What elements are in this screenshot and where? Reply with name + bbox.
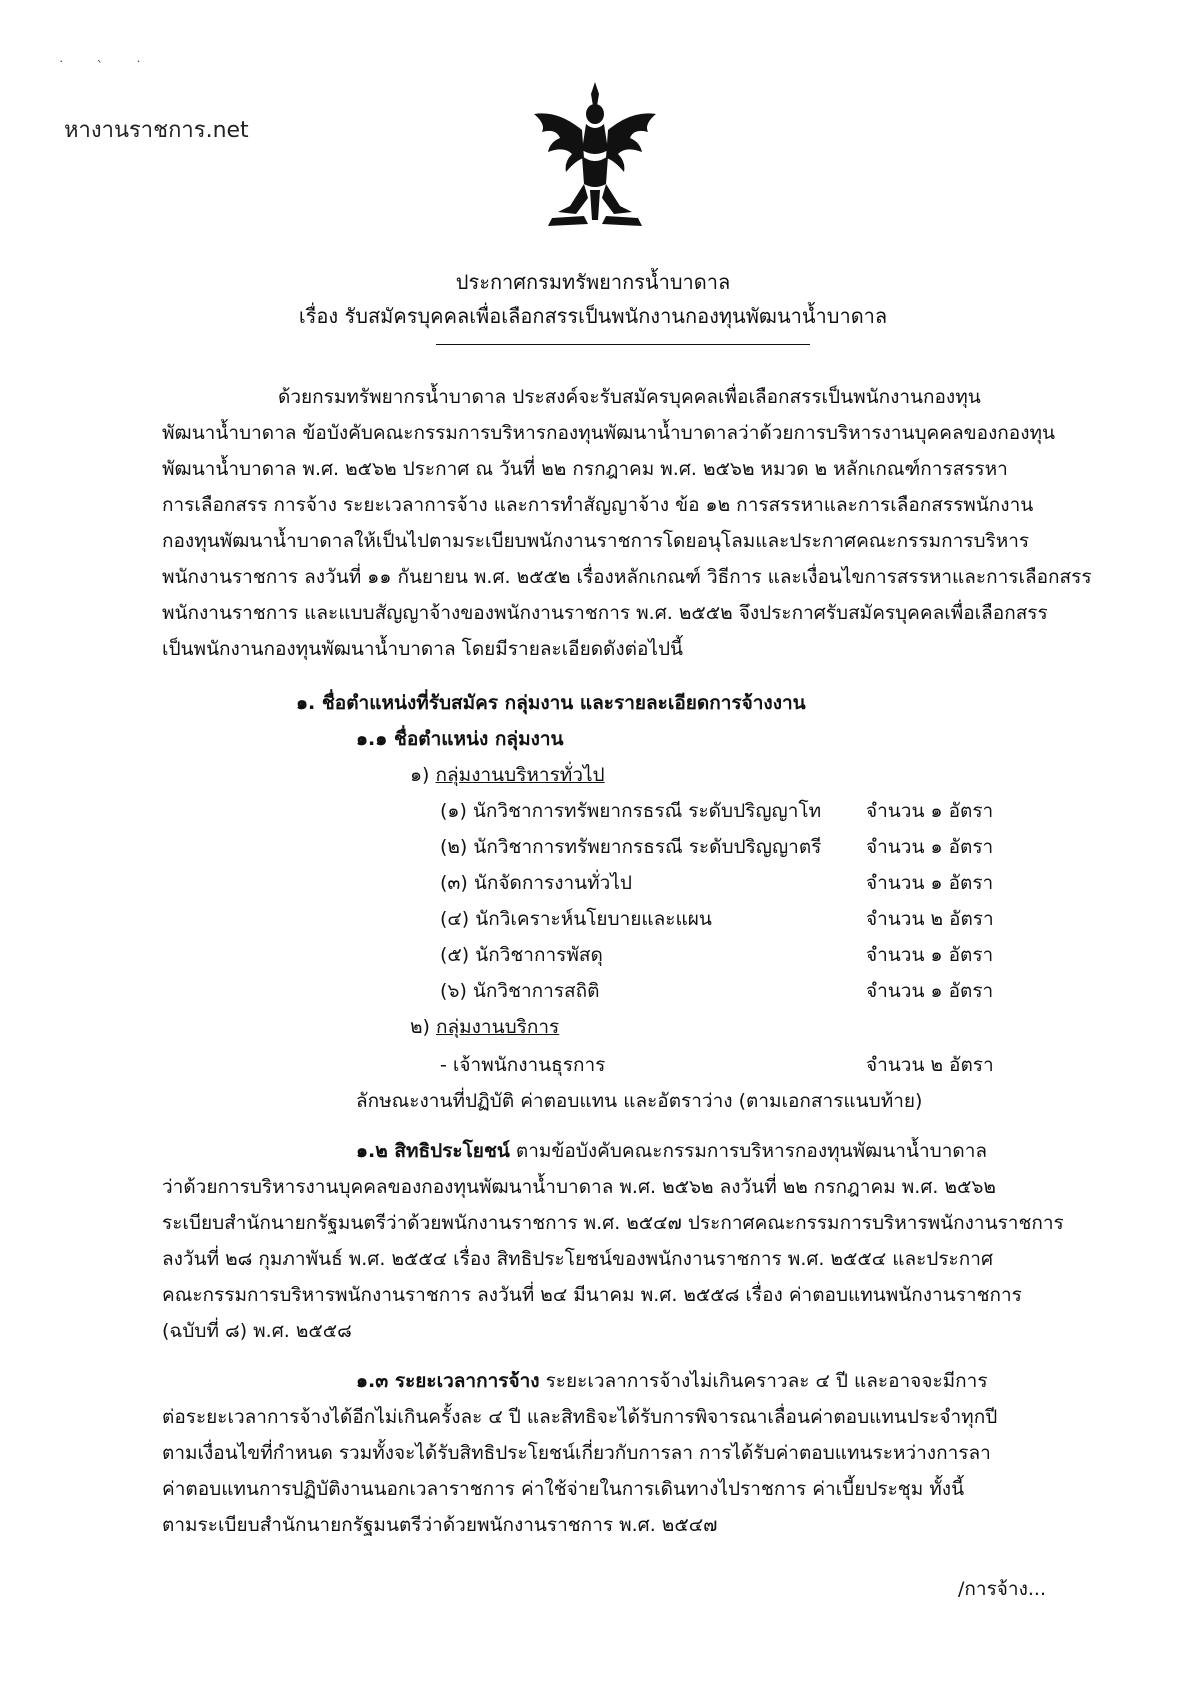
intro-line: การเลือกสรร การจ้าง ระยะเวลาการจ้าง และการทำสัญญาจ้าง ข้อ ๑๒ การสรรหาและการเลือกสรรพนักงาน	[162, 494, 1034, 516]
section13-line: ตามเงื่อนไขที่กำหนด รวมทั้งจะได้รับสิทธิประโยชน์เกี่ยวกับการลา การได้รับค่าตอบแทนระหว่างการลา	[162, 1442, 991, 1464]
site-label: หางานราชการ.net	[64, 118, 249, 143]
group1-number: ๑)	[410, 764, 430, 786]
intro-line: เป็นพนักงานกองทุนพัฒนาน้ำบาดาล โดยมีรายละเอียดดังต่อไปนี้	[162, 638, 684, 660]
section12-line: ว่าด้วยการบริหารงานบุคคลของกองทุนพัฒนาน้ำบาดาล พ.ศ. ๒๕๖๒ ลงวันที่ ๒๒ กรกฎาคม พ.ศ. ๒๕๖๒	[162, 1176, 996, 1198]
section13-title: ๑.๓ ระยะเวลาการจ้าง	[356, 1370, 540, 1392]
section12-line: (ฉบับที่ ๘) พ.ศ. ๒๕๕๘	[162, 1320, 352, 1342]
document-subject: เรื่อง รับสมัครบุคคลเพื่อเลือกสรรเป็นพนักงานกองทุนพัฒนาน้ำบาดาล	[298, 304, 888, 328]
scan-specks: ˙ ˋ ˙	[58, 60, 156, 75]
document-title: ประกาศกรมทรัพยากรน้ำบาดาล	[455, 270, 731, 294]
intro-line: ด้วยกรมทรัพยากรน้ำบาดาล ประสงค์จะรับสมัครบุคคลเพื่อเลือกสรรเป็นพนักงานกองทุน	[278, 386, 981, 408]
intro-line: กองทุนพัฒนาน้ำบาดาลให้เป็นไปตามระเบียบพนักงานราชการโดยอนุโลมและประกาศคณะกรรมการบริหาร	[162, 530, 1030, 552]
position-quantity: จำนวน ๑ อัตรา	[866, 836, 994, 858]
section13-line: ต่อระยะเวลาการจ้างได้อีกไม่เกินครั้งละ ๔ ปี และสิทธิจะได้รับการพิจารณาเลื่อนค่าตอบแทนประจำทุกปี	[162, 1406, 998, 1428]
position-label: - เจ้าพนักงานธุรการ	[440, 1054, 606, 1076]
group2-name: กลุ่มงานบริการ	[435, 1016, 560, 1038]
intro-line: พัฒนาน้ำบาดาล ข้อบังคับคณะกรรมการบริหารกองทุนพัฒนาน้ำบาดาลว่าด้วยการบริหารงานบุคคลของกองทุน	[162, 422, 1055, 444]
page-continuation: /การจ้าง...	[958, 1578, 1046, 1600]
group2-heading	[410, 1012, 559, 1042]
section12-line: ลงวันที่ ๒๘ กุมภาพันธ์ พ.ศ. ๒๕๕๔ เรื่อง สิทธิประโยชน์ของพนักงานราชการ พ.ศ. ๒๕๕๔ และประกาศ	[162, 1248, 993, 1270]
position-label: (๓) นักจัดการงานทั่วไป	[440, 872, 632, 894]
section12-first-line	[356, 1136, 987, 1166]
section13-line: ตามระเบียบสำนักนายกรัฐมนตรีว่าด้วยพนักงานราชการ พ.ศ. ๒๕๔๗	[162, 1514, 718, 1536]
position-label: (๕) นักวิชาการพัสดุ	[440, 944, 603, 966]
position-quantity: จำนวน ๑ อัตรา	[866, 800, 994, 822]
section12-line: คณะกรรมการบริหารพนักงานราชการ ลงวันที่ ๒๔ มีนาคม พ.ศ. ๒๕๕๘ เรื่อง ค่าตอบแทนพนักงานราชการ	[162, 1284, 1022, 1306]
title-divider	[436, 344, 810, 345]
section13-first-line	[356, 1366, 988, 1396]
position-label: (๑) นักวิชาการทรัพยากรธรณี ระดับปริญญาโท	[440, 800, 822, 822]
section1-heading: ๑. ชื่อตำแหน่งที่รับสมัคร กลุ่มงาน และรายละเอียดการจ้างงาน	[296, 692, 806, 714]
position-quantity: จำนวน ๑ อัตรา	[866, 872, 994, 894]
position-label: (๔) นักวิเคราะห์นโยบายและแผน	[440, 908, 712, 930]
section13-first-line-text: ระยะเวลาการจ้างไม่เกินคราวละ ๔ ปี และอาจจะมีการ	[539, 1370, 988, 1392]
position-label: (๒) นักวิชาการทรัพยากรธรณี ระดับปริญญาตรี	[440, 836, 822, 858]
position-quantity: จำนวน ๒ อัตรา	[866, 908, 994, 930]
section1-note: ลักษณะงานที่ปฏิบัติ ค่าตอบแทน และอัตราว่าง (ตามเอกสารแนบท้าย)	[356, 1090, 923, 1112]
section12-first-line-text: ตามข้อบังคับคณะกรรมการบริหารกองทุนพัฒนาน้ำบาดาล	[509, 1140, 988, 1162]
group2-number: ๒)	[410, 1016, 430, 1038]
section13-line: ค่าตอบแทนการปฏิบัติงานนอกเวลาราชการ ค่าใช้จ่ายในการเดินทางไปราชการ ค่าเบี้ยประชุม ทั้งนี้	[162, 1478, 965, 1500]
group1-heading	[410, 760, 605, 790]
section12-line: ระเบียบสำนักนายกรัฐมนตรีว่าด้วยพนักงานราชการ พ.ศ. ๒๕๔๗ ประกาศคณะกรรมการบริหารพนักงานราชการ	[162, 1212, 1064, 1234]
intro-line: พัฒนาน้ำบาดาล พ.ศ. ๒๕๖๒ ประกาศ ณ วันที่ ๒๒ กรกฎาคม พ.ศ. ๒๕๖๒ หมวด ๒ หลักเกณฑ์การสรรหา	[162, 458, 1008, 480]
garuda-emblem-icon	[528, 80, 662, 228]
section11-heading: ๑.๑ ชื่อตำแหน่ง กลุ่มงาน	[356, 728, 564, 750]
position-quantity: จำนวน ๑ อัตรา	[866, 944, 994, 966]
position-quantity: จำนวน ๑ อัตรา	[866, 980, 994, 1002]
group1-name: กลุ่มงานบริหารทั่วไป	[435, 764, 605, 786]
section12-title: ๑.๒ สิทธิประโยชน์	[356, 1140, 510, 1162]
position-quantity: จำนวน ๒ อัตรา	[866, 1054, 994, 1076]
position-label: (๖) นักวิชาการสถิติ	[440, 980, 600, 1002]
intro-line: พนักงานราชการ และแบบสัญญาจ้างของพนักงานราชการ พ.ศ. ๒๕๕๒ จึงประกาศรับสมัครบุคคลเพื่อเลือกสรร	[162, 602, 1048, 624]
intro-line: พนักงานราชการ ลงวันที่ ๑๑ กันยายน พ.ศ. ๒๕๕๒ เรื่องหลักเกณฑ์ วิธีการ และเงื่อนไขการสรรหาและการเลือกสรร	[162, 566, 1092, 588]
